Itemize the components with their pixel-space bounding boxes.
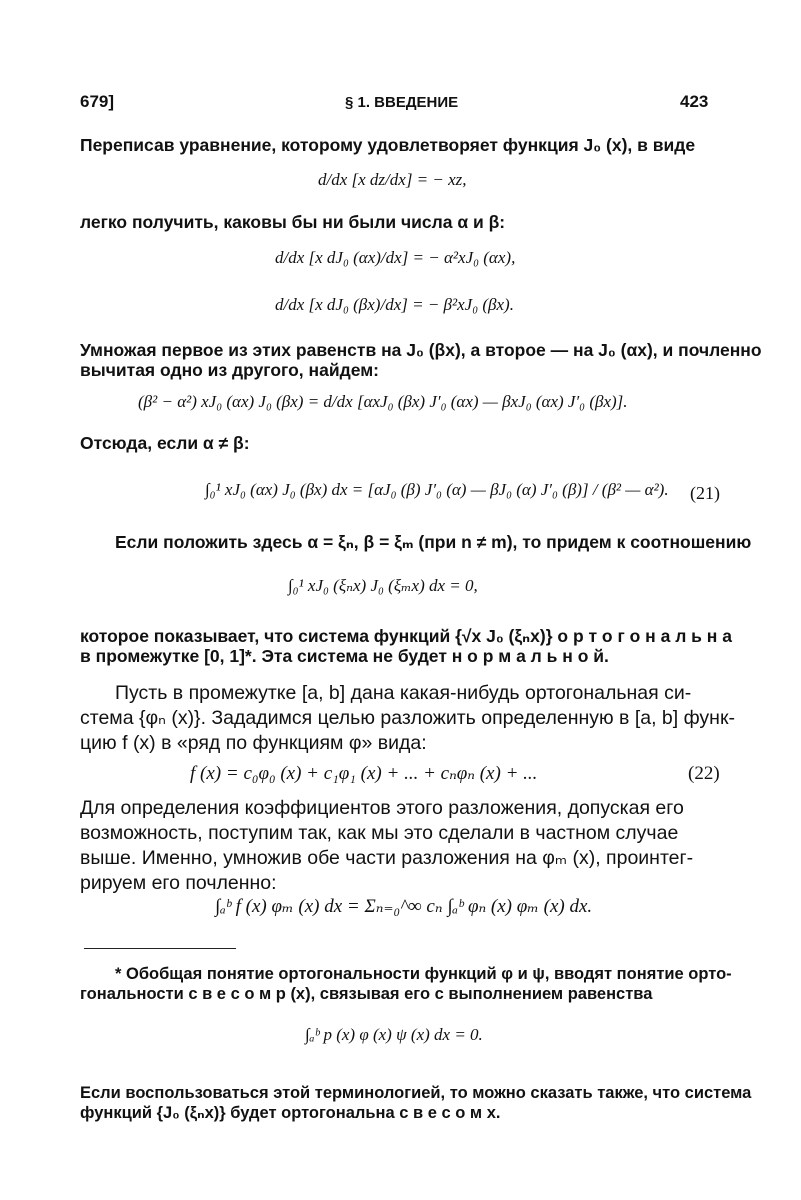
footnote-line1: * Обобщая понятие ортогональности функций φ и ψ, вводят понятие орто- [115, 965, 732, 983]
paragraph-orthogonal-line1: которое показывает, что система функций {√x J₀ (ξₙx)} о р т о г о н а л ь н а [80, 626, 732, 646]
paragraph-coefficients-line1: Для определения коэффициентов этого разложения, допуская его [80, 797, 684, 819]
equation-number-21: (21) [690, 483, 720, 503]
formula-bessel-equation: d/dx [x dz/dx] = − xz, [318, 170, 467, 189]
paragraph-series-line1: Пусть в промежутке [a, b] дана какая-нибудь ортогональная си- [115, 682, 692, 704]
footnote-line4: функций {J₀ (ξₙx)} будет ортогональна с в е с о м x. [80, 1104, 501, 1122]
paragraph-alpha-beta: легко получить, каковы бы ни были числа α и β: [80, 212, 506, 232]
paragraph-multiply-line2: вычитая одно из другого, найдем: [80, 360, 379, 380]
paragraph-multiply-line1: Умножая первое из этих равенств на J₀ (βx), а второе — на J₀ (αx), и почленно [80, 340, 762, 360]
equation-number-22: (22) [688, 763, 720, 784]
paragraph-series-line2: стема {φₙ (x)}. Зададимся целью разложить определенную в [a, b] функ- [80, 707, 735, 729]
footnote-line2: гональности с в е с о м p (x), связывая его с выполнением равенства [80, 985, 653, 1003]
paragraph-orthogonal-line2: в промежутке [0, 1]*. Эта система не будет н о р м а л ь н о й. [80, 646, 609, 666]
formula-integral-21: ∫₀¹ xJ₀ (αx) J₀ (βx) dx = [αJ₀ (β) J′₀ (α) — βJ₀ (α) J′₀ (β)] / (β² — α²). [205, 480, 669, 499]
paragraph-hence: Отсюда, если α ≠ β: [80, 433, 250, 453]
paragraph-coefficients-line3: выше. Именно, умножив обе части разложения на φₘ (x), проинтег- [80, 847, 694, 869]
paragraph-coefficients-line4: рируем его почленно: [80, 872, 277, 894]
footnote-divider [84, 948, 236, 949]
formula-series-22: f (x) = c₀φ₀ (x) + c₁φ₁ (x) + ... + cₙφₙ (x) + ... [190, 763, 538, 784]
page-number: 423 [680, 92, 709, 111]
paragraph-intro: Переписав уравнение, которому удовлетворяет функция J₀ (x), в виде [80, 135, 696, 155]
section-marker: 679] [80, 92, 115, 111]
formula-alpha: d/dx [x dJ₀ (αx)/dx] = − α²xJ₀ (αx), [275, 248, 516, 267]
paragraph-substitute: Если положить здесь α = ξₙ, β = ξₘ (при n ≠ m), то придем к соотношению [115, 532, 752, 552]
paragraph-coefficients-line2: возможность, поступим так, как мы это сделали в частном случае [80, 822, 679, 844]
formula-beta: d/dx [x dJ₀ (βx)/dx] = − β²xJ₀ (βx). [275, 295, 514, 314]
formula-difference: (β² − α²) xJ₀ (αx) J₀ (βx) = d/dx [αxJ₀ (βx) J′₀ (αx) — βxJ₀ (αx) J′₀ (βx)]. [138, 392, 628, 411]
paragraph-series-line3: цию f (x) в «ряд по функциям φ» вида: [80, 732, 427, 754]
formula-integrate-termwise: ∫ₐᵇ f (x) φₘ (x) dx = Σₙ₌₀^∞ cₙ ∫ₐᵇ φₙ (x) φₘ (x) dx. [215, 896, 593, 917]
formula-orthogonality: ∫₀¹ xJ₀ (ξₙx) J₀ (ξₘx) dx = 0, [288, 576, 478, 595]
footnote-line3: Если воспользоваться этой терминологией, то можно сказать также, что система [80, 1084, 752, 1102]
footnote-formula: ∫ₐᵇ p (x) φ (x) ψ (x) dx = 0. [305, 1025, 483, 1044]
running-title: § 1. ВВЕДЕНИЕ [345, 94, 459, 111]
